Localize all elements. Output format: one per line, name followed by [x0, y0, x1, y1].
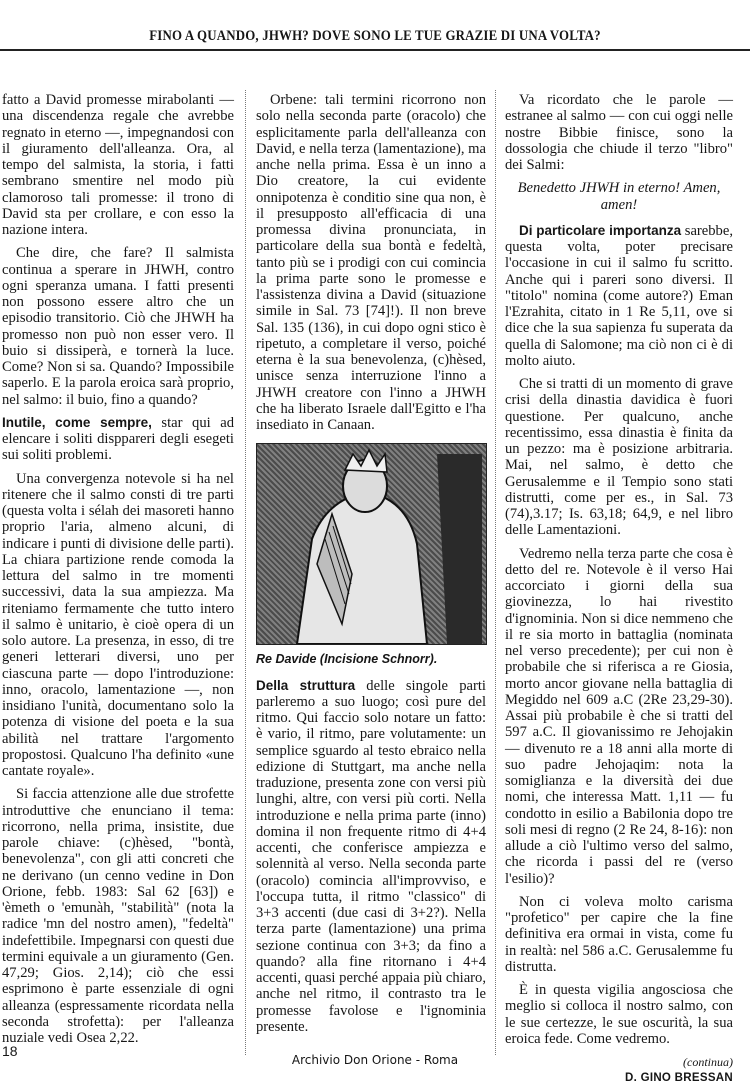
author-signature: D. GINO BRESSAN: [624, 1072, 733, 1085]
page-number: 18: [2, 1043, 18, 1059]
paragraph: Si faccia attenzione alle due strofette introduttive che enunciano il tema: ricorrono, nella prima, insistite, due parole chiave: (c)hèsed, "bontà, benevolenza", con gli atti concreti che ne derivano (un cenno vedine in Don Orione, febb. 1983: Sal 62 [63]) e 'èmeth o 'emunàh, "stabilità" (nota la radice 'mn del nostro amen), "fedeltà" indefettibile. Impegnarsi con questi due termini equivale a un giuramento (Gen. 47,29; Gios. 2,14); ciò che essi esprimono è parte essenziale di ogni alleanza (espressamente ricordata nella seconda strofetta): per l'alleanza nuziale vedi Osea 2,22.: [2, 786, 234, 1046]
doxology-quote: Benedetto JHWH in eterno! Amen, amen!: [517, 180, 721, 213]
paragraph: Che si tratti di un momento di grave crisi della dinastia davidica è fuori questione. Per qualcuno, anche recentissimo, essa dinastia è finita da un pezzo: ma è posizione arbitraria. Mai, nel salmo, è detto che Gerusalemme e il Tempio sono stati distrutti, come per es., in Sal. 73 (74),3.17; Is. 63,18; 64,9, e nel libro delle Lamentazioni.: [505, 376, 733, 539]
paragraph: Che dire, che fare? Il salmista continua a sperare in JHWH, contro ogni speranza umana. I fatti presenti non possono essere altro che un episodio transitorio. Ciò che JHWH ha promesso non può non esser vero. Il buio si dissiperà, e tornerà la luce. Come? Non si sa. Quando? Impossibile saperlo. E la parola eroica sarà proprio, nel salmo: il buio, fino a quando?: [2, 245, 234, 408]
paragraph-lead: Di particolare importanza: [519, 222, 682, 238]
page-header-title: FINO A QUANDO, JHWH? DOVE SONO LE TUE GRAZIE DI UNA VOLTA?: [149, 28, 601, 44]
paragraph-lead: Della struttura: [256, 677, 356, 693]
article-column-1: [2, 92, 234, 1053]
article-column-2: [256, 92, 486, 1042]
paragraph-text: sarebbe, questa volta, poter precisare l'occasione in cui il salmo fu scritto. Anche qui i pareri sono diversi. Il "titolo" nomina (come autore?) Eman l'Ezrahita, citato in 1 Re 5,11, ove si dice che la sua sapienza fu superata da quella di Salomone; ma ciò non ci è di molto aiuto.: [505, 222, 733, 369]
paragraph: Orbene: tali termini ricorrono non solo nella seconda parte (oracolo) che esplicitamente parla dell'alleanza con David, e nella terza (lamentazione), ma anche nella prima. Essa è un inno a Dio creatore, la cui evidente onnipotenza è conditio sine qua non, è il presupposto all'efficacia di una promessa divina pronunciata, in particolare della sua bontà e fedeltà, tanto più se i prodigi con cui comincia la prima parte sono le promesse e l'assistenza divina a David (situazione simile in Sal. 73 [74]!). Il non breve Sal. 135 (136), in cui dopo ogni stico è ripetuto, a completare il verso, poiché eterna è la sua benevolenza, (c)hèsed, unisce senza interruzione l'inno a JHWH creatore con l'inno a JHWH che ha liberato Israele dall'Egitto e l'ha insediato in Canaan.: [256, 92, 486, 433]
column-divider-2: [495, 90, 496, 1055]
paragraph: [505, 223, 733, 369]
paragraph: Una convergenza notevole si ha nel ritenere che il salmo consti di tre parti (questa volta i sélah dei masoreti hanno proprio l'aria, almeno alcuni, di indicare i punti di divisione delle parti). La chiara partizione rende comoda la lettura del salmo in tre momenti successivi, data la sua ampiezza. Ma riteniamo fermamente che tutto intero il salmo è unitario, è cioè opera di un solo autore. La presenza, in esso, di tre generi letterari diversi, uno per ciascuna parte — dopo l'introduzione: inno, oracolo, lamentazione —, non insidiano l'unità, documentano solo la potenza di visione del poeta e la sua abilità nel trattare l'argomento propostosi. Qualcuno l'ha definito «une cantate royale».: [2, 470, 234, 779]
engraving-image: [256, 443, 487, 645]
continua-note: (continua): [683, 1055, 733, 1069]
paragraph-text: star qui ad elencare i soliti disppareri degli esegeti sui soliti problemi.: [2, 414, 234, 464]
header-rule: [0, 49, 750, 51]
paragraph: fatto a David promesse mirabolanti — una discendenza regale che avrebbe regnato in eterno —, impegnandosi con il giuramento dell'alleanza. Ora, al tempo del salmista, la storia, i fatti sembrano smentire nel modo più clamoroso tali promesse: il trono di David sta per crollare, e con esso la nazione intera.: [2, 92, 234, 238]
article-column-3: [505, 92, 733, 1087]
paragraph: Vedremo nella terza parte che cosa è detto del re. Notevole è il verso Hai accorciato i giorni della sua giovinezza, lo hai rivestito d'ignominia. Non si dice nemmeno che il re sia morto in battaglia (nominata nel verso precedente); per cui non è probabile che si riferisca a re Giosia, morto ancor giovane nella battaglia di Megiddo nel 609 a.C (2Re 23,29-30). Assai più probabile è che si tratti del 597 a.C. Il giovanissimo re Jehojakin — divenuto re a 18 anni alla morte di suo padre Jehojaqim: nota la somiglianza e la diversità dei due nomi, che interessa Matt. 1,11 — fu condotto in esilio a Babilonia dopo tre soli mesi di regno (2 Re 24, 8-16): non allude a ciò l'ultimo verso del salmo, che ricorda i passi del re (verso l'esilio)?: [505, 545, 733, 887]
paragraph: Non ci voleva molto carisma "profetico" per capire che la fine definitiva era ormai in vista, come fu in realtà: nel 586 a.C. Gerusalemme fu distrutta.: [505, 893, 733, 975]
king-david-engraving-illustration: [257, 444, 486, 644]
paragraph-lead: Inutile, come sempre,: [2, 414, 152, 430]
paragraph: [2, 415, 234, 464]
image-caption: Re Davide (Incisione Schnorr).: [256, 652, 438, 667]
paragraph: [256, 678, 486, 1036]
paragraph: È in questa vigilia angosciosa che meglio si colloca il nostro salmo, con le sue certezze, le sue oscurità, la sua eroica fede. Come vedremo.: [505, 982, 733, 1047]
paragraph-text: delle singole parti parleremo a suo luogo; così pure del ritmo. Qui faccio solo notare un fatto: è vario, il ritmo, pare volutamente: un semplice sguardo al testo ebraico nella edizione di Stuttgart, ma anche nella traduzione, presenta zone con versi più lunghi, altre, con versi più corti. Nella introduzione e nella prima parte (inno) domina il non frequente ritmo di 4+4 accenti, che conferisce ampiezza e solennità al verso. Nella seconda parte (oracolo) comincia all'improvviso, e l'occupa tutta, il ritmo "classico" di 3+3 accenti (due casi di 3+2?). Nella terza parte (lamentazione) una prima sezione continua con 3+3; da fino a quando? alla fine ritornano i 4+4 accenti, quasi perché appaia più chiaro, anche nel ritmo, il contrasto tra le promesse favolose e l'ignominia presente.: [256, 677, 486, 1035]
paragraph: Va ricordato che le parole — estranee al salmo — con cui oggi nelle nostre Bibbie finisce, sono la dossologia che chiude il terzo "libro" dei Salmi:: [505, 92, 733, 173]
archive-footer: Archivio Don Orione - Roma: [291, 1053, 459, 1067]
column-divider-1: [245, 90, 246, 1055]
